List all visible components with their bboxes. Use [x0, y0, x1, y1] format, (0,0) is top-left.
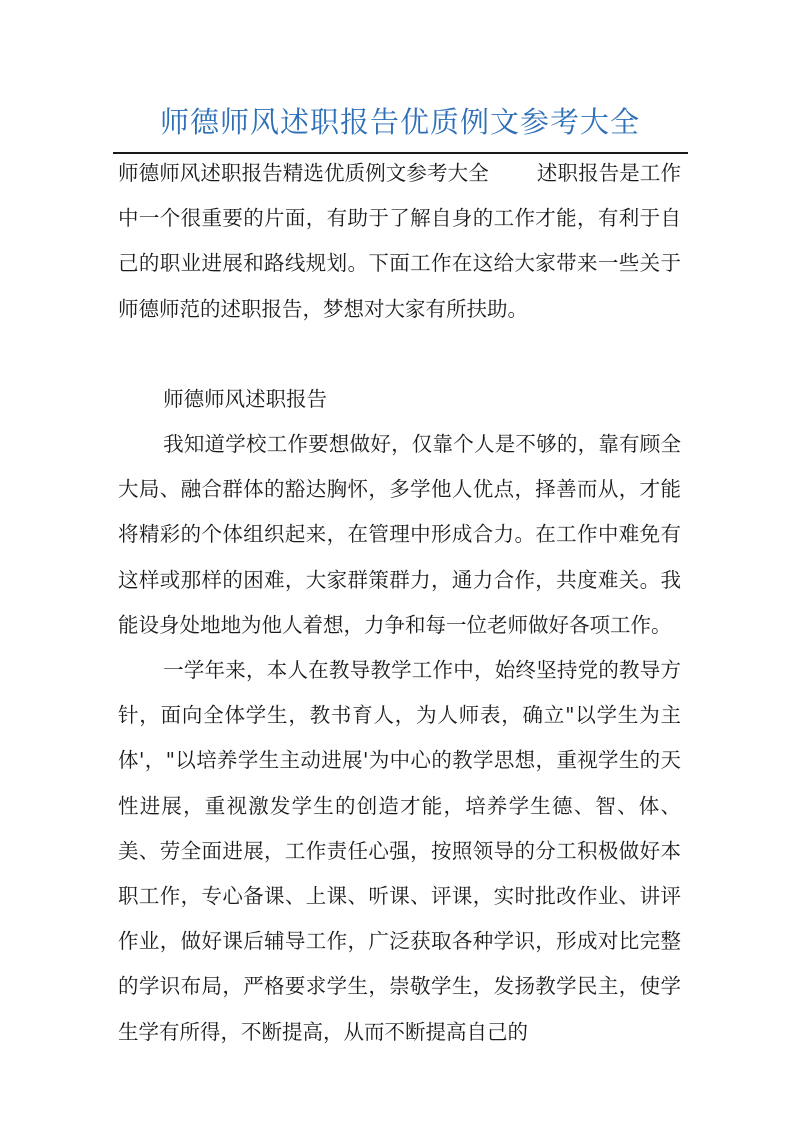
intro-paragraph [118, 151, 681, 332]
document-title: 师德师风述职报告优质例文参考大全 [159, 105, 640, 139]
blank-line [118, 332, 681, 377]
intro-heading: 师德师风述职报告精选优质例文参考大全 [118, 161, 489, 185]
body-paragraph-2: 一学年来，本人在教导教学工作中，始终坚持党的教导方针，面向全体学生，教书育人，为人师表，确立"以学生为主体'，"以培养学生主动进展'为中心的教学思想，重视学生的天性进展，重视激发学生的创造才能，培养学生德、智、体、美、劳全面进展，工作责任心强，按照领导的分工积极做好本职工作，专心备课、上课、听课、评课，实时批改作业、讲评作业，做好课后辅导工作，广泛获取各种学识，形成对比完整的学识布局，严格要求学生，崇敬学生，发扬教学民主，使学生学有所得，不断提高，从而不断提高自己的 [118, 658, 681, 1044]
intro-text: 述职报告是工作中一个很重要的片面，有助于了解自身的工作才能，有利于自己的职业进展和路线规划。下面工作在这给大家带来一些关于师德师范的述职报告，梦想对大家有所扶助。 [118, 161, 682, 321]
section-heading: 师德师风述职报告 [163, 386, 328, 411]
document-body [118, 151, 681, 1055]
body-paragraph-1: 我知道学校工作要想做好，仅靠个人是不够的，靠有顾全大局、融合群体的豁达胸怀，多学他人优点，择善而从，才能将精彩的个体组织起来，在管理中形成合力。在工作中难免有这样或那样的困难，大家群策群力，通力合作，共度难关。我能设身处地地为他人着想，力争和每一位老师做好各项工作。 [118, 432, 681, 637]
